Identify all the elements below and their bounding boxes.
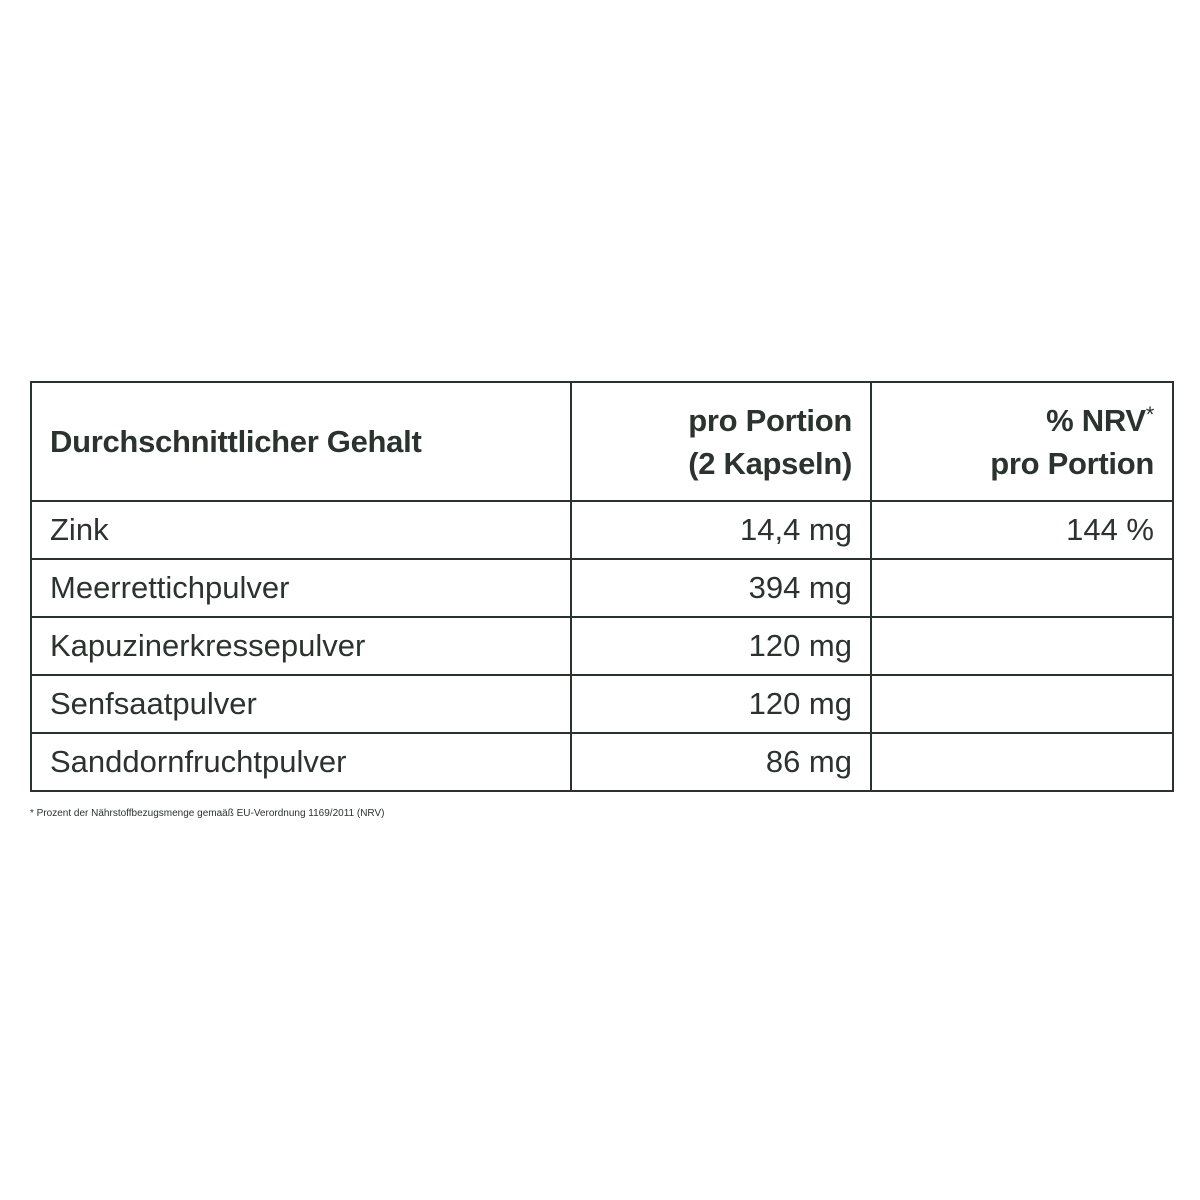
- nutrient-nrv: [871, 617, 1173, 675]
- nutrient-nrv: [871, 559, 1173, 617]
- nutrient-nrv: [871, 675, 1173, 733]
- header-nrv-line1: % NRV: [1046, 402, 1146, 438]
- table-row: [31, 559, 1173, 617]
- nutrient-name: Zink: [31, 501, 571, 559]
- nutrient-name: Kapuzinerkressepulver: [31, 617, 571, 675]
- header-nrv-line1-wrap: [890, 399, 1154, 442]
- nutrient-name: Sanddornfruchtpulver: [31, 733, 571, 791]
- table-row: [31, 501, 1173, 559]
- header-nrv: [871, 382, 1173, 501]
- nrv-footnote: * Prozent der Nährstoffbezugsmenge gemaäß EU-Verordnung 1169/2011 (NRV): [30, 808, 385, 819]
- nutrient-name: Senfsaatpulver: [31, 675, 571, 733]
- header-nrv-footnote-marker: *: [1145, 401, 1154, 427]
- header-per-portion-line1: pro Portion: [688, 402, 852, 438]
- nutrition-table: [30, 381, 1174, 792]
- header-per-portion: [571, 382, 871, 501]
- nutrient-nrv: [871, 733, 1173, 791]
- nutrient-amount: 86 mg: [571, 733, 871, 791]
- nutrient-amount: 120 mg: [571, 675, 871, 733]
- nutrition-table-container: [30, 381, 1172, 792]
- header-nrv-line2: pro Portion: [990, 445, 1154, 481]
- header-average-content: [31, 382, 571, 501]
- nutrient-name: Meerrettichpulver: [31, 559, 571, 617]
- header-per-portion-line2: (2 Kapseln): [688, 445, 852, 481]
- header-average-content-label: Durchschnittlicher Gehalt: [50, 424, 422, 459]
- nutrient-nrv: 144 %: [871, 501, 1173, 559]
- table-row: [31, 733, 1173, 791]
- table-header-row: [31, 382, 1173, 501]
- nutrient-amount: 394 mg: [571, 559, 871, 617]
- nutrient-amount: 14,4 mg: [571, 501, 871, 559]
- table-row: [31, 675, 1173, 733]
- nutrient-amount: 120 mg: [571, 617, 871, 675]
- table-row: [31, 617, 1173, 675]
